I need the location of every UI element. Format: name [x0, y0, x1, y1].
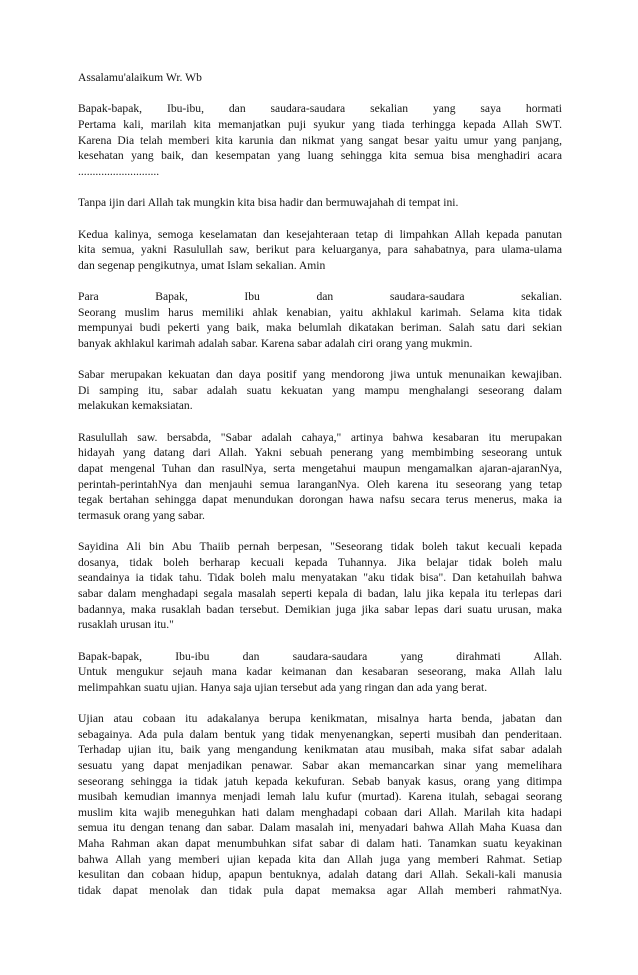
paragraph-line: seandainya ia tidak tahu. Tidak boleh malu menyatakan "aku tidak bisa". Dan ketahuilah bahwa	[78, 571, 562, 585]
paragraph-line: Para Bapak, Ibu dan saudara-saudara sekalian.	[78, 290, 562, 304]
body-paragraph	[78, 539, 562, 633]
paragraph-line: badannya, maka rusaklah badan tersebut. Demikian juga jika sabar lepas dari suatu urusan, maka	[78, 602, 562, 616]
paragraph-line: Seorang muslim harus memiliki ahlak kenabian, yaitu akhlakul karimah. Selama kita tidak	[78, 305, 562, 319]
body-paragraph	[78, 101, 562, 179]
paragraph-line: dosanya, tidak boleh berharap kecuali kepada Tuhannya. Jika belajar tidak boleh malu	[78, 555, 562, 569]
paragraph-line: perintah-perintahNya dan menjauhi semua laranganNya. Oleh karena itu seseorang yang tetap	[78, 477, 562, 491]
paragraph-list	[78, 101, 562, 898]
paragraph-line: kesehatan yang baik, dan kesempatan yang luang sehingga kita semua bisa menghadiri acara	[78, 149, 562, 163]
paragraph-line: Rasulullah saw. bersabda, "Sabar adalah cahaya," artinya bahwa kesabaran itu merupakan	[78, 430, 562, 444]
greeting-line: Assalamu'alaikum Wr. Wb	[78, 71, 202, 84]
paragraph-line: sesuatu yang dapat menjadikan penawar. Sabar akan memancarkan sinar yang memelihara	[78, 758, 562, 772]
paragraph-line: Di samping itu, sabar adalah suatu kekuatan yang mampu menghalangi seseorang dalam	[78, 383, 562, 397]
paragraph-line: Sayidina Ali bin Abu Thaiib pernah berpesan, "Seseorang tidak boleh takut kecuali kepada	[78, 540, 562, 554]
paragraph-line: Maha Rahman akan dapat menumbuhkan sifat sabar di dalam hati. Tanamkan suatu keyakinan	[78, 836, 562, 850]
paragraph-line: Bapak-bapak, Ibu-ibu dan saudara-saudara yang dirahmati Allah.	[78, 649, 562, 663]
paragraph-line: Pertama kali, marilah kita memanjatkan puji syukur yang tiada terhingga kepada Allah SWT.	[78, 117, 562, 131]
paragraph-line: termasuk orang yang sabar.	[78, 508, 205, 522]
paragraph-line: bahwa Allah yang memberi ujian kepada kita dan Allah juga yang memberi Rahmat. Setiap	[78, 852, 562, 866]
document-page	[78, 70, 562, 914]
body-paragraph	[78, 711, 562, 898]
greeting-paragraph	[78, 70, 562, 86]
paragraph-line: seseorang sehingga ia tidak jatuh kepada kekufuran. Sebab banyak kasus, orang yang ditimpa	[78, 774, 562, 788]
paragraph-line: kita semua, yakni Rasulullah saw, berikut para keluarganya, para sahabatnya, para ulama-ulama	[78, 243, 562, 257]
paragraph-line: Tanpa ijin dari Allah tak mungkin kita bisa hadir dan bermuwajahah di tempat ini.	[78, 196, 459, 210]
paragraph-line: kesulitan dan cobaan hidup, apapun bentuknya, adalah datang dari Allah. Sekali-kali manusia	[78, 868, 562, 882]
paragraph-line: muslim kita wajib meneguhkan hati dalam menghadapi cobaan dari Allah. Marilah kita hadapi	[78, 805, 562, 819]
paragraph-line: Kedua kalinya, semoga keselamatan dan kesejahteraan tetap di limpahkan Allah kepada panutan	[78, 227, 562, 241]
paragraph-line: tegak bertahan sehingga dapat menundukan dorongan hawa nafsu secara terus menerus, maka ia	[78, 493, 562, 507]
paragraph-line: Bapak-bapak, Ibu-ibu, dan saudara-saudara sekalian yang saya hormati	[78, 102, 562, 116]
paragraph-line: dan segenap pengikutnya, umat Islam sekalian. Amin	[78, 258, 326, 272]
paragraph-line: melakukan kemaksiatan.	[78, 399, 193, 413]
body-paragraph	[78, 289, 562, 351]
body-paragraph	[78, 227, 562, 274]
paragraph-line: rusaklah urusan itu."	[78, 618, 174, 632]
body-paragraph	[78, 430, 562, 524]
paragraph-line: hidayah yang datang dari Allah. Yakni sebuah penerang yang membimbing seseorang untuk	[78, 446, 562, 460]
paragraph-line: semua itu dengan tenang dan sabar. Dalam masalah ini, menyadari bahwa Allah Maha Kuasa dan	[78, 821, 562, 835]
paragraph-line: Karena Dia telah memberi kita karunia dan nikmat yang sangat besar yaitu umur yang panjang,	[78, 133, 562, 147]
paragraph-line: tidak dapat menolak dan tidak pula dapat memaksa agar Allah memberi rahmatNya.	[78, 883, 562, 897]
paragraph-line: dapat mengenal Tuhan dan rasulNya, serta mengetahui maupun mengamalkan ajaran-ajaranNya,	[78, 462, 562, 476]
paragraph-line: Terhadap ujian itu, baik yang mengandung kenikmatan atau musibah, maka sifat sabar adalah	[78, 743, 562, 757]
paragraph-line: melimpahkan suatu ujian. Hanya saja ujian tersebut ada yang ringan dan ada yang berat.	[78, 680, 488, 694]
paragraph-line: banyak akhlakul karimah adalah sabar. Karena sabar adalah ciri orang yang mukmin.	[78, 336, 473, 350]
body-paragraph	[78, 367, 562, 414]
paragraph-line: musibah kemudian imannya menjadi lemah lalu kufur (murtad). Karena itulah, sebagai seorang	[78, 790, 562, 804]
body-paragraph	[78, 195, 562, 211]
paragraph-line: Untuk mengukur sejauh mana kadar keimanan dan kesabaran seseorang, maka Allah lalu	[78, 665, 562, 679]
body-paragraph	[78, 649, 562, 696]
paragraph-line: ............................	[78, 164, 160, 178]
paragraph-line: sabar dalam menghadapi segala masalah seperti kepala di badan, lalu jika kepala itu terlepas dari	[78, 587, 562, 601]
paragraph-line: Ujian atau cobaan itu adakalanya berupa kenikmatan, misalnya harta benda, jabatan dan	[78, 712, 562, 726]
paragraph-line: mempunyai budi pekerti yang baik, maka belumlah dikatakan beriman. Salah satu dari sekian	[78, 321, 562, 335]
paragraph-line: sebagainya. Ada pula dalam bentuk yang tidak menyenangkan, seperti musibah dan penderitaan.	[78, 727, 562, 741]
paragraph-line: Sabar merupakan kekuatan dan daya positif yang mendorong jiwa untuk menunaikan kewajiban.	[78, 368, 562, 382]
